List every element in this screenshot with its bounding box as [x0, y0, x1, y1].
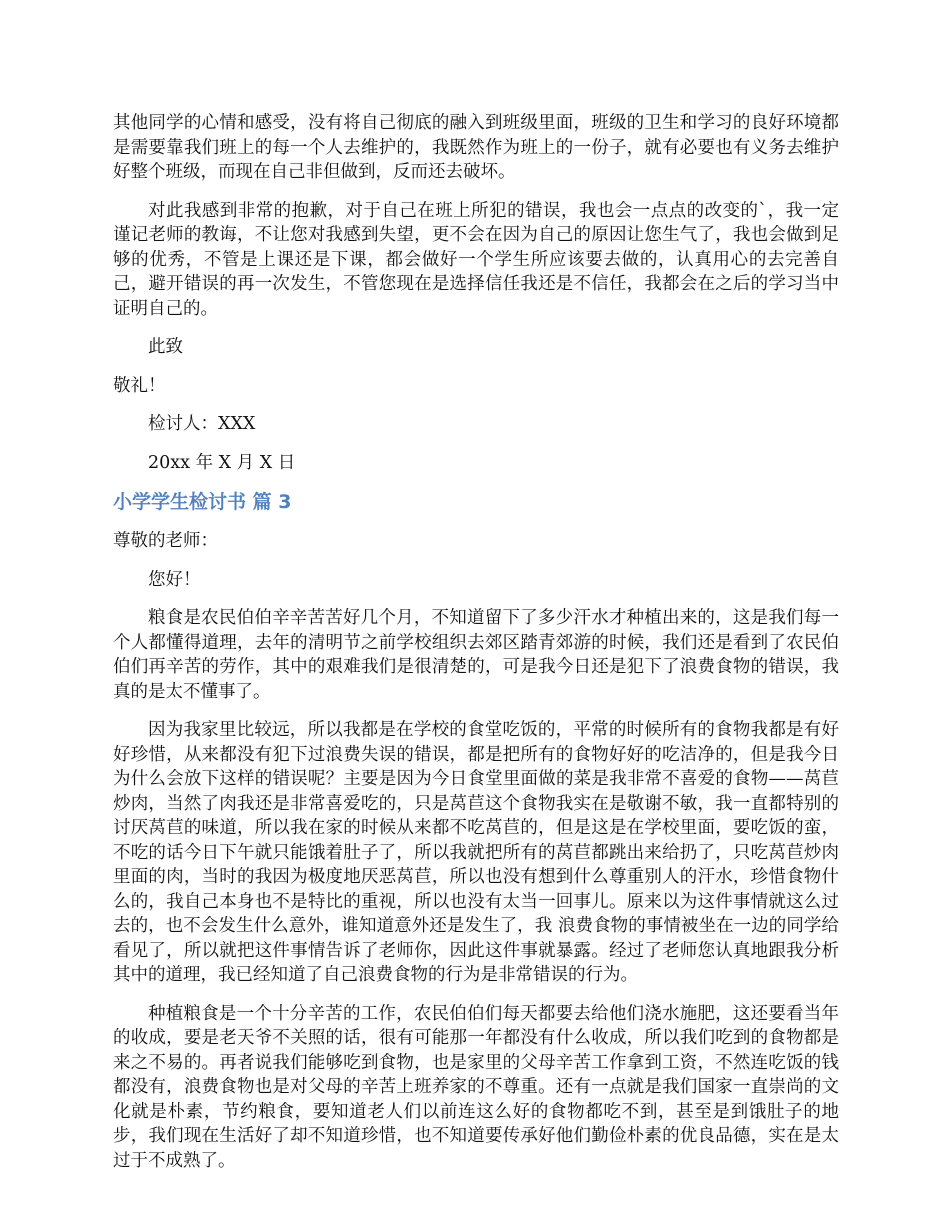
- section-heading: 小学学生检讨书 篇 3: [113, 491, 292, 513]
- paragraph-continuation: 其他同学的心情和感受，没有将自己彻底的融入到班级里面，班级的卫生和学习的良好环境都是需要靠我们班上的每一个人去维护的，我既然作为班上的一份子，就有必要也有义务去维护好整个班级，而现在自己非但做到，反而还去破坏。: [113, 113, 839, 182]
- date-line: 20xx 年 X 月 X 日: [148, 452, 296, 473]
- closing-jing-li: 敬礼！: [113, 375, 166, 396]
- closing-ci-zhi: 此致: [148, 337, 183, 357]
- paragraph-apology: 对此我感到非常的抱歉，对于自己在班上所犯的错误，我也会一点点的改变的`，我一定谨记老师的教诲，不让您对我感到失望，更不会在因为自己的原因让您生气了，我也会做到足够的优秀，不管是上课还是下课，都会做好一个学生所应该要去做的，认真用心的去完善自己，避开错误的再一次发生，不管您现在是选择信任我还是不信任，我都会在之后的学习当中证明自己的。: [113, 200, 839, 319]
- document-body: [113, 111, 839, 1187]
- paragraph-farming: 种植粮食是一个十分辛苦的工作，农民伯伯们每天都要去给他们浇水施肥，这还要看当年的收成，要是老天爷不关照的话，很有可能那一年都没有什么收成，所以我们吃到的食物都是来之不易的。再者说我们能够吃到食物，也是家里的父母辛苦工作拿到工资，不然连吃饭的钱都没有，浪费食物也是对父母的辛苦上班养家的不尊重。还有一点就是我们国家一直崇尚的文化就是朴素，节约粮食，要知道老人们以前连这么好的食物都吃不到，甚至是到饿肚子的地步，我们现在生活好了却不知道珍惜，也不知道要传承好他们勤俭朴素的优良品德，实在是太过于不成熟了。: [113, 1003, 839, 1171]
- greeting: 您好！: [148, 569, 201, 590]
- signer-line: 检讨人：XXX: [148, 414, 256, 434]
- salutation: 尊敬的老师：: [113, 531, 218, 551]
- paragraph-grain: 粮食是农民伯伯辛辛苦苦好几个月，不知道留下了多少汗水才种植出来的，这是我们每一个人都懂得道理，去年的清明节之前学校组织去郊区踏青郊游的时候，我们还是看到了农民伯伯们再辛苦的劳作，其中的艰难我们是很清楚的，可是我今日还是犯下了浪费食物的错误，我真的是太不懂事了。: [113, 608, 839, 702]
- paragraph-cafeteria: 因为我家里比较远，所以我都是在学校的食堂吃饭的，平常的时候所有的食物我都是有好好珍惜，从来都没有犯下过浪费失误的错误，都是把所有的食物好好的吃洁净的，但是我今日为什么会放下这样的错误呢？主要是因为今日食堂里面做的菜是我非常不喜爱的食物——莴苣炒肉，当然了肉我还是非常喜爱吃的，只是莴苣这个食物我实在是敬谢不敏，我一直都特别的讨厌莴苣的味道，所以我在家的时候从来都不吃莴苣的，但是这是在学校里面，要吃饭的蛮，不吃的话今日下午就只能饿着肚子了，所以我就把所有的莴苣都跳出来给扔了，只吃莴苣炒肉里面的肉，当时的我因为极度地厌恶莴苣，所以也没有想到什么尊重别人的汗水，珍惜食物什么的，我自己本身也不是特比的重视，所以也没有太当一回事儿。原来以为这件事情就这么过去的，也不会发生什么意外，谁知道意外还是发生了，我 浪费食物的事情被坐在一边的同学给看见了，所以就把这件事情告诉了老师你，因此这件事就暴露。经过了老师您认真地跟我分析其中的道理，我已经知道了自己浪费食物的行为是非常错误的行为。: [113, 720, 839, 985]
